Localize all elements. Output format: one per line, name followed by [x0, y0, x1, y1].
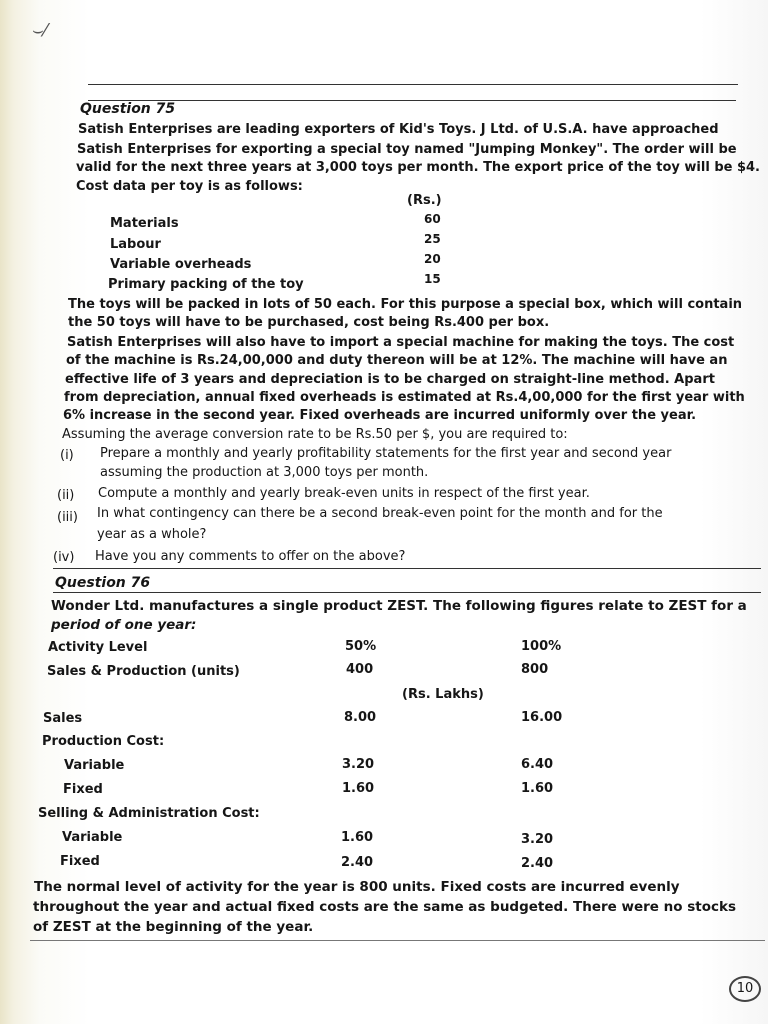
production-fixed-label: Fixed — [63, 782, 103, 797]
requirement-number: (i) — [60, 448, 74, 463]
question-75-rule — [88, 100, 736, 101]
requirement-text: Have you any comments to offer on the above? — [95, 549, 406, 564]
q75-paragraph-line: Satish Enterprises will also have to import a special machine for making the toys. The cost — [67, 335, 735, 350]
requirement-number: (ii) — [57, 488, 75, 503]
cost-item-label: Primary packing of the toy — [108, 277, 304, 292]
requirement-text: Compute a monthly and yearly break-even units in respect of the first year. — [98, 486, 590, 501]
requirement-text: Prepare a monthly and yearly profitability statements for the first year and second year — [100, 446, 672, 461]
cost-unit-header: (Rs.) — [407, 193, 442, 208]
sales-production-label: Sales & Production (units) — [47, 664, 240, 679]
requirement-number: (iv) — [53, 550, 75, 565]
question-75-title: Question 75 — [80, 101, 176, 117]
page-number: 10 — [729, 976, 761, 1002]
cost-item-value: 25 — [424, 232, 441, 246]
q75-intro-line: Satish Enterprises are leading exporters of Kid's Toys. J Ltd. of U.S.A. have approached — [78, 122, 719, 137]
lakhs-unit-header: (Rs. Lakhs) — [402, 687, 484, 702]
q76-outro-line: throughout the year and actual fixed costs are the same as budgeted. There were no stocks — [33, 899, 737, 915]
production-fixed-50: 1.60 — [342, 781, 375, 796]
q75-paragraph-line: effective life of 3 years and depreciation is to be charged on straight-line method. Apart — [65, 372, 715, 387]
pen-mark: ⌣⁄ — [32, 20, 47, 41]
q75-paragraph-line: the 50 toys will have to be purchased, cost being Rs.400 per box. — [68, 315, 550, 330]
q75-intro-line: Cost data per toy is as follows: — [76, 179, 303, 194]
q76-intro-line: period of one year: — [51, 617, 197, 633]
selling-fixed-100: 2.40 — [521, 856, 554, 871]
production-variable-100: 6.40 — [521, 757, 554, 772]
cost-item-label: Labour — [110, 237, 161, 252]
selling-fixed-50: 2.40 — [341, 855, 374, 870]
sales-label: Sales — [43, 711, 83, 726]
production-fixed-100: 1.60 — [521, 781, 554, 796]
q76-outro-line: of ZEST at the beginning of the year. — [33, 919, 314, 935]
cost-item-value: 15 — [424, 272, 441, 286]
selling-admin-cost-label: Selling & Administration Cost: — [38, 806, 260, 821]
requirement-text: In what contingency can there be a second break-even point for the month and for the — [97, 506, 663, 521]
requirement-number: (iii) — [57, 510, 78, 525]
q75-intro-line: Satish Enterprises for exporting a special toy named "Jumping Monkey". The order will be — [77, 142, 737, 157]
q76-intro-line: Wonder Ltd. manufactures a single product ZEST. The following figures relate to ZEST for a — [51, 598, 747, 614]
cost-item-label: Materials — [110, 216, 179, 231]
activity-level-label: Activity Level — [48, 640, 148, 655]
cost-item-value: 20 — [424, 252, 441, 266]
top-rule — [88, 84, 738, 85]
requirement-text: assuming the production at 3,000 toys per month. — [100, 465, 429, 480]
question-76-title: Question 76 — [55, 575, 151, 591]
selling-variable-100: 3.20 — [521, 832, 554, 847]
q75-intro-line: valid for the next three years at 3,000 toys per month. The export price of the toy will be $4. — [76, 160, 760, 175]
production-cost-label: Production Cost: — [42, 734, 165, 749]
cost-item-value: 60 — [424, 212, 441, 226]
production-variable-50: 3.20 — [342, 757, 375, 772]
q75-requirement-intro: Assuming the average conversion rate to be Rs.50 per $, you are required to: — [62, 427, 568, 442]
q75-paragraph-line: The toys will be packed in lots of 50 each. For this purpose a special box, which will contain — [68, 297, 743, 312]
sales-50: 8.00 — [344, 710, 377, 725]
question-76-rule-top — [53, 568, 761, 569]
q76-outro-line: The normal level of activity for the year is 800 units. Fixed costs are incurred evenly — [34, 879, 680, 895]
production-variable-label: Variable — [64, 758, 125, 773]
selling-variable-label: Variable — [62, 830, 123, 845]
selling-fixed-label: Fixed — [60, 854, 100, 869]
q75-paragraph-line: of the machine is Rs.24,00,000 and duty thereon will be at 12%. The machine will have an — [66, 353, 728, 368]
sales-production-50: 400 — [346, 662, 374, 677]
sales-100: 16.00 — [521, 710, 563, 725]
q75-paragraph-line: from depreciation, annual fixed overheads is estimated at Rs.4,00,000 for the first year with — [64, 390, 745, 405]
activity-50-header: 50% — [345, 639, 377, 654]
sales-production-100: 800 — [521, 662, 549, 677]
question-76-rule-bottom — [53, 592, 761, 593]
requirement-text: year as a whole? — [97, 527, 207, 542]
q75-paragraph-line: 6% increase in the second year. Fixed overheads are incurred uniformly over the year. — [63, 408, 697, 423]
bottom-rule — [30, 940, 765, 941]
cost-item-label: Variable overheads — [110, 257, 252, 272]
selling-variable-50: 1.60 — [341, 830, 374, 845]
activity-100-header: 100% — [521, 639, 562, 654]
